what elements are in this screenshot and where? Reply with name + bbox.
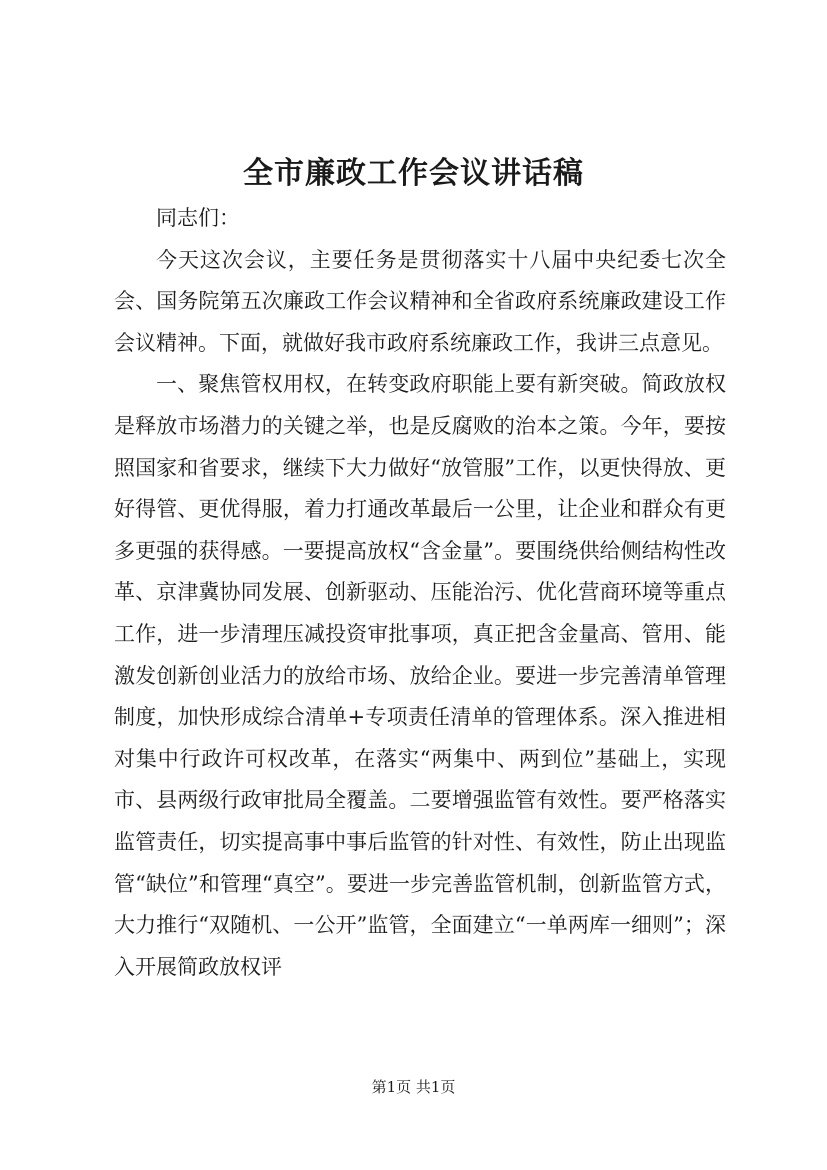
- page-number-footer: 第1页 共1页: [371, 1078, 456, 1096]
- paragraph-section-one: 一、聚焦管权用权，在转变政府职能上要有新突破。简政放权是释放市场潜力的关键之举，也是反腐败的治本之策。今年，要按照国家和省要求，继续下大力做好“放管服”工作，以更快得放、更好得管、更优得服，着力打通改革最后一公里，让企业和群众有更多更强的获得感。一要提高放权“含金量”。要围绕供给侧结构性改革、京津冀协同发展、创新驱动、压能治污、优化营商环境等重点工作，进一步清理压减投资审批事项，真正把含金量高、管用、能激发创新创业活力的放给市场、放给企业。要进一步完善清单管理制度，加快形成综合清单+专项责任清单的管理体系。深入推进相对集中行政许可权改革，在落实“两集中、两到位”基础上，实现市、县两级行政审批局全覆盖。二要增强监管有效性。要严格落实监管责任，切实提高事中事后监管的针对性、有效性，防止出现监管“缺位”和管理“真空”。要进一步完善监管机制，创新监管方式，大力推行“双随机、一公开”监管，全面建立“一单两库一细则”；深入开展简政放权评: [114, 372, 726, 979]
- document-body: [114, 198, 726, 988]
- salutation: 同志们：: [156, 206, 240, 230]
- paragraph-intro: 今天这次会议，主要任务是贯彻落实十八届中央纪委七次全会、国务院第五次廉政工作会议精神和全省政府系统廉政建设工作会议精神。下面，就做好我市政府系统廉政工作，我讲三点意见。: [114, 247, 726, 355]
- document-title: 全市廉政工作会议讲话稿: [243, 156, 584, 191]
